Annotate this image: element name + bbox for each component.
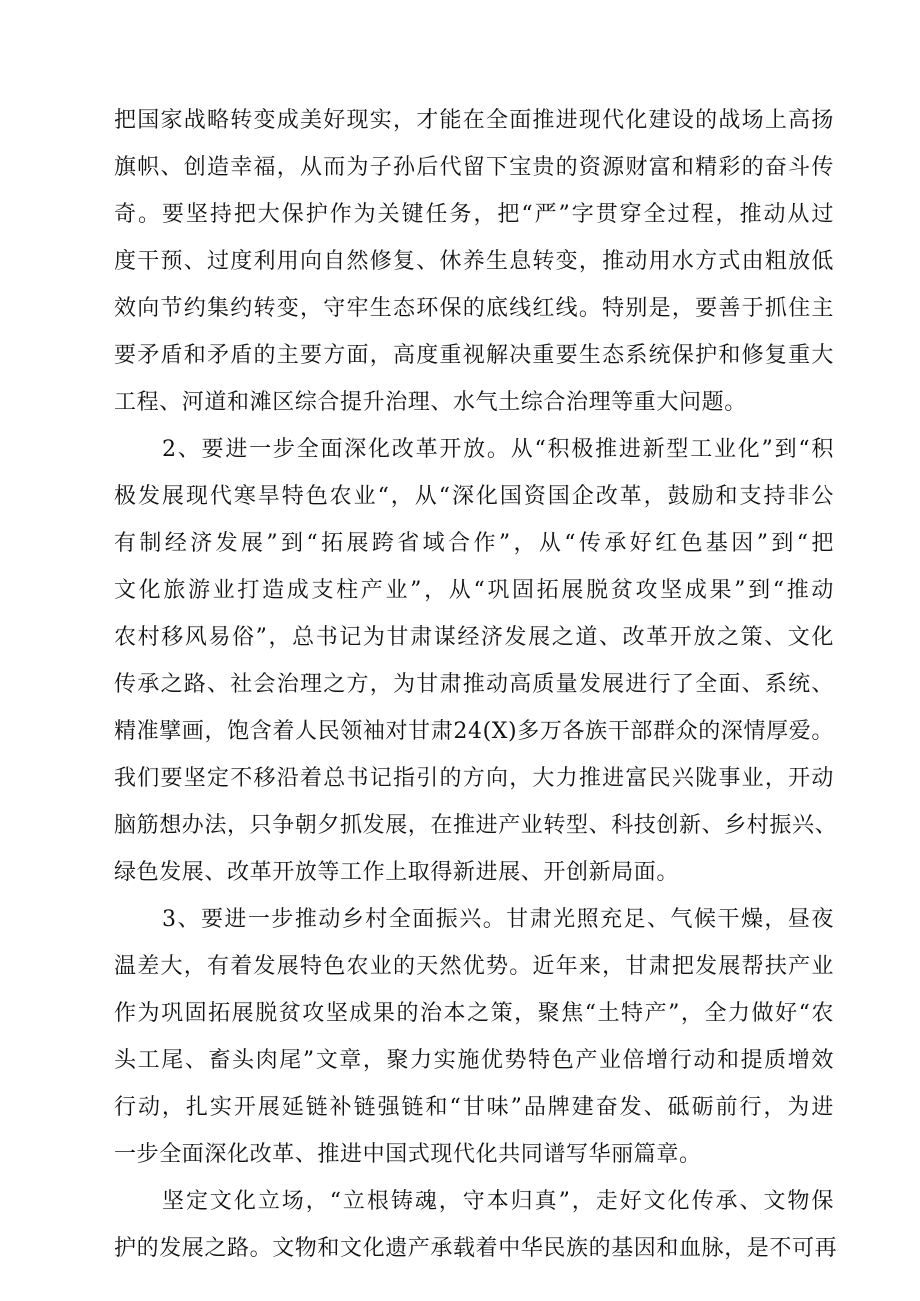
section-heading-line: 2、要进一步全面深化改革开放。从“积极推进新型工业化”到“积 bbox=[162, 437, 834, 462]
text-line: 精准擘画，饱含着人民领袖对甘肃24(X)多万各族干部群众的深情厚爱。 bbox=[114, 719, 834, 744]
text-line: 作为巩固拓展脱贫攻坚成果的治本之策，聚焦“土特产”，全力做好“农 bbox=[114, 1001, 834, 1026]
text-line: 温差大，有着发展特色农业的天然优势。近年来，甘肃把发展帮扶产业 bbox=[114, 954, 834, 979]
text-line: 传承之路、社会治理之方，为甘肃推动高质量发展进行了全面、系统、 bbox=[114, 672, 834, 697]
text-line: 有制经济发展”到“拓展跨省域合作”，从“传承好红色基因”到“把 bbox=[114, 531, 834, 556]
text-line: 极发展现代寒旱特色农业“，从“深化国资国企改革，鼓励和支持非公 bbox=[114, 484, 834, 509]
text-line: 效向节约集约转变，守牢生态环保的底线红线。特别是，要善于抓住主 bbox=[114, 296, 834, 321]
text-line: 文化旅游业打造成支柱产业”，从“巩固拓展脱贫攻坚成果”到“推动 bbox=[114, 578, 834, 603]
text-line: 要矛盾和矛盾的主要方面，高度重视解决重要生态系统保护和修复重大 bbox=[114, 343, 834, 368]
text-line: 工程、河道和滩区综合提升治理、水气土综合治理等重大问题。 bbox=[114, 390, 747, 415]
text-line: 行动，扎实开展延链补链强链和“甘味”品牌建奋发、砥砺前行，为进 bbox=[114, 1095, 834, 1120]
text-line: 把国家战略转变成美好现实，才能在全面推进现代化建设的战场上高扬 bbox=[114, 108, 834, 133]
text-line: 头工尾、畜头肉尾”文章，聚力实施优势特色产业倍增行动和提质增效 bbox=[114, 1048, 834, 1073]
text-line: 农村移风易俗”，总书记为甘肃谋经济发展之道、改革开放之策、文化 bbox=[114, 625, 834, 650]
text-line: 我们要坚定不移沿着总书记指引的方向，大力推进富民兴陇事业，开动 bbox=[114, 766, 834, 791]
paragraph-first-line: 坚定文化立场，“立根铸魂，守本归真”，走好文化传承、文物保 bbox=[162, 1189, 834, 1214]
text-line: 奇。要坚持把大保护作为关键任务，把“严”字贯穿全过程，推动从过 bbox=[114, 202, 834, 227]
text-line: 脑筋想办法，只争朝夕抓发展，在推进产业转型、科技创新、乡村振兴、 bbox=[114, 813, 838, 838]
text-line: 绿色发展、改革开放等工作上取得新进展、开创新局面。 bbox=[114, 860, 680, 885]
text-line: 护的发展之路。文物和文化遗产承载着中华民族的基因和血脉，是不可再 bbox=[114, 1236, 838, 1261]
text-line: 一步全面深化改革、推进中国式现代化共同谱写华丽篇章。 bbox=[114, 1142, 702, 1167]
text-line: 度干预、过度利用向自然修复、休养生息转变，推动用水方式由粗放低 bbox=[114, 249, 834, 274]
section-heading-line: 3、要进一步推动乡村全面振兴。甘肃光照充足、气候干燥，昼夜 bbox=[162, 907, 834, 932]
text-line: 旗帜、创造幸福，从而为子孙后代留下宝贵的资源财富和精彩的奋斗传 bbox=[114, 155, 834, 180]
